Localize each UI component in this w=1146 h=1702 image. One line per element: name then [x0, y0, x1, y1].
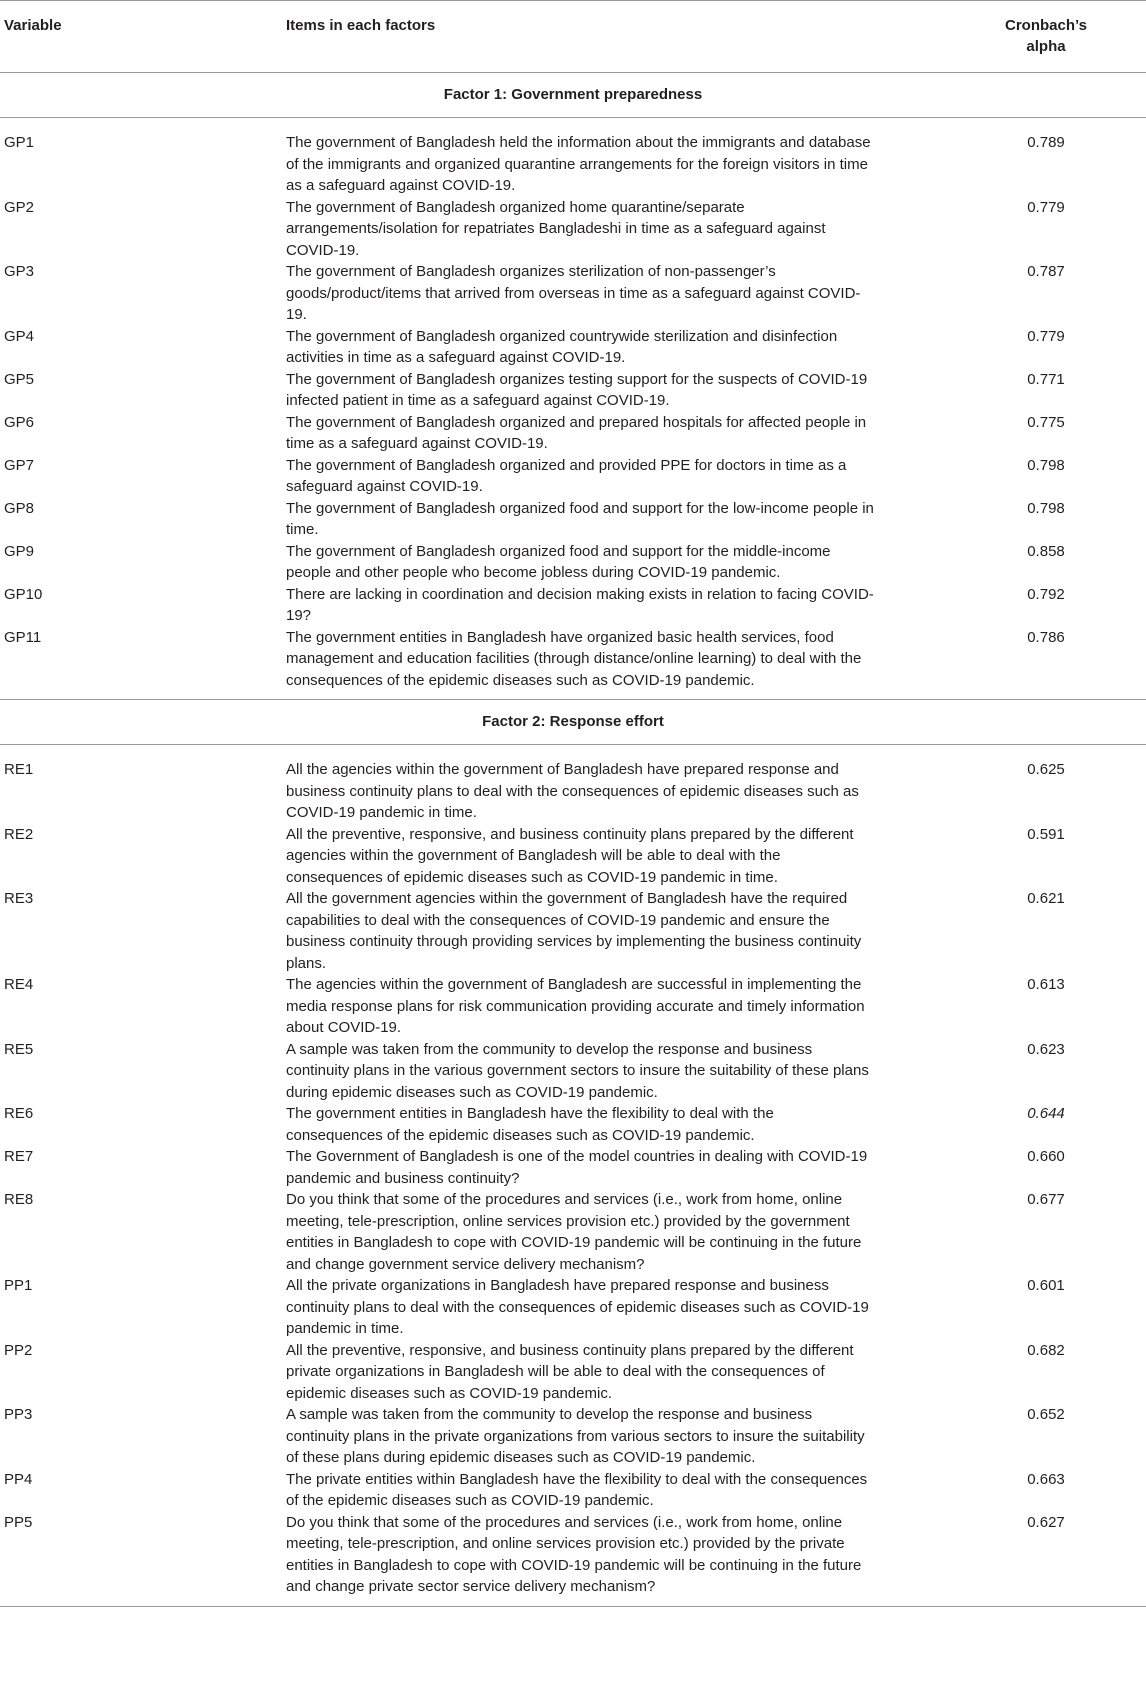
item-text: All the private organizations in Bangladesh have prepared response and business continuity plans to deal with the consequences of epidemic diseases such as COVID-19 pandemic in time.: [286, 1277, 869, 1337]
item-text: Do you think that some of the procedures and services (i.e., work from home, online meeting, tele-prescription, online services provision etc.) provided by the government entities in Bangladesh to cope with COVID-19 pandemic will be continuing in the future and change government service delivery mechanism?: [286, 1191, 862, 1273]
variable-code: PP3: [4, 1406, 33, 1423]
variable-code: GP10: [4, 585, 43, 603]
item-text: The government of Bangladesh organized home quarantine/separate arrangements/isolation for repatriates Bangladeshi in time as a safeguard against COVID-19.: [286, 198, 826, 259]
alpha-value: 0.798: [1027, 456, 1065, 474]
alpha-value: 0.792: [1027, 585, 1065, 603]
alpha-value: 0.771: [1027, 370, 1065, 388]
item-text: The government of Bangladesh organized food and support for the middle-income people and other people who become jobless during COVID-19 pandemic.: [286, 542, 831, 581]
alpha-value: 0.663: [1027, 1470, 1065, 1488]
alpha-value: 0.623: [1027, 1040, 1065, 1058]
item-text: The agencies within the government of Bangladesh are successful in implementing the media response plans for risk communication providing accurate and timely information about COVID-19.: [286, 976, 865, 1036]
alpha-value: 0.682: [1027, 1341, 1065, 1359]
table-row: [0, 369, 1146, 412]
variable-code: RE6: [4, 1105, 34, 1122]
variable-code: PP4: [4, 1470, 33, 1488]
variable-code: GP11: [4, 628, 42, 646]
header-items: Items in each factors: [286, 17, 436, 34]
variable-code: GP4: [4, 327, 35, 345]
factor-section: [0, 118, 1146, 700]
table-row: [0, 888, 1146, 974]
variable-code: RE8: [4, 1191, 34, 1208]
variable-code: RE4: [4, 976, 34, 993]
table-row: [0, 455, 1146, 498]
table-row: [0, 132, 1146, 197]
variable-code: GP5: [4, 370, 35, 388]
alpha-value: 0.660: [1027, 1148, 1065, 1165]
alpha-value: 0.779: [1027, 327, 1065, 345]
table-row: [0, 1189, 1146, 1275]
alpha-value: 0.798: [1027, 499, 1065, 517]
alpha-value: 0.858: [1027, 542, 1065, 560]
variable-code: PP1: [4, 1277, 33, 1294]
alpha-value: 0.621: [1027, 890, 1065, 907]
alpha-value: 0.625: [1027, 761, 1065, 778]
table-row: [0, 759, 1146, 824]
alpha-value: 0.591: [1027, 825, 1065, 843]
variable-code: RE3: [4, 890, 34, 907]
item-text: The private entities within Bangladesh have the flexibility to deal with the consequences of the epidemic diseases such as COVID-19 pandemic.: [286, 1470, 868, 1509]
header-variable: Variable: [4, 17, 62, 34]
variable-code: RE1: [4, 761, 34, 778]
alpha-value: 0.677: [1027, 1191, 1065, 1208]
table-row: [0, 498, 1146, 541]
table-row: [0, 1404, 1146, 1469]
factor-title: Factor 1: Government preparedness: [0, 73, 1146, 118]
item-text: The government of Bangladesh organized and prepared hospitals for affected people in time as a safeguard against COVID-19.: [286, 413, 867, 452]
variable-code: GP2: [4, 198, 35, 216]
table-row: [0, 1103, 1146, 1146]
table-row: [0, 627, 1146, 692]
alpha-value: 0.652: [1027, 1406, 1065, 1423]
variable-code: PP5: [4, 1513, 33, 1531]
variable-code: RE7: [4, 1148, 34, 1165]
table-row: [0, 1146, 1146, 1189]
item-text: There are lacking in coordination and decision making exists in relation to facing COVID-19?: [286, 585, 874, 624]
header-alpha-line2: alpha: [1026, 38, 1066, 55]
variable-code: RE2: [4, 825, 34, 843]
alpha-value: 0.786: [1027, 628, 1065, 646]
alpha-value: 0.787: [1027, 263, 1065, 280]
item-text: The government of Bangladesh organized countrywide sterilization and disinfection activities in time as a safeguard against COVID-19.: [286, 327, 838, 366]
table-row: [0, 1469, 1146, 1512]
item-text: The government of Bangladesh held the information about the immigrants and database of the immigrants and organized quarantine arrangements for the foreign visitors in time as a safeguard against COVID-19.: [286, 134, 871, 194]
table-header: [0, 0, 1146, 73]
variable-code: GP1: [4, 134, 35, 151]
table-row: [0, 824, 1146, 889]
variable-code: GP9: [4, 542, 35, 560]
header-alpha: [996, 15, 1096, 57]
table-row: [0, 261, 1146, 326]
table-row: [0, 412, 1146, 455]
item-text: The government of Bangladesh organizes testing support for the suspects of COVID-19 infected patient in time as a safeguard against COVID-19.: [286, 370, 868, 409]
variable-code: GP6: [4, 413, 35, 431]
table-row: [0, 584, 1146, 627]
item-text: The Government of Bangladesh is one of the model countries in dealing with COVID-19 pandemic and business continuity?: [286, 1148, 868, 1187]
table-row: [0, 1275, 1146, 1340]
variable-code: PP2: [4, 1341, 33, 1359]
alpha-value: 0.627: [1027, 1513, 1065, 1531]
alpha-value: 0.644: [1027, 1105, 1065, 1122]
variable-code: GP8: [4, 499, 35, 517]
factor-section: [0, 745, 1146, 1607]
alpha-value: 0.601: [1027, 1277, 1065, 1294]
item-text: All the preventive, responsive, and business continuity plans prepared by the different private organizations in Bangladesh will be able to deal with the consequences of epidemic diseases such as COVID-19 pandemic.: [286, 1341, 854, 1402]
table-row: [0, 541, 1146, 584]
table-row: [0, 197, 1146, 262]
table-row: [0, 1039, 1146, 1104]
alpha-value: 0.613: [1027, 976, 1065, 993]
item-text: All the government agencies within the government of Bangladesh have the required capabilities to deal with the consequences of COVID-19 pandemic and ensure the business continuity through providing services by implementing the business continuity plans.: [286, 890, 862, 972]
item-text: A sample was taken from the community to develop the response and business continuity plans in the various government sectors to insure the suitability of these plans during epidemic diseases such as COVID-19 pandemic.: [286, 1040, 869, 1101]
item-text: The government of Bangladesh organized food and support for the low-income people in time.: [286, 499, 874, 538]
table-row: [0, 974, 1146, 1039]
header-alpha-line1: Cronbach’s: [1005, 17, 1087, 34]
table-body: [0, 73, 1146, 1607]
item-text: A sample was taken from the community to develop the response and business continuity plans in the private organizations from various sectors to insure the suitability of these plans during epidemic diseases such as COVID-19 pandemic.: [286, 1406, 865, 1466]
item-text: The government entities in Bangladesh have the flexibility to deal with the consequences of the epidemic diseases such as COVID-19 pandemic.: [286, 1105, 774, 1144]
item-text: All the preventive, responsive, and business continuity plans prepared by the different agencies within the government of Bangladesh will be able to deal with the consequences of epidemic diseases such as COVID-19 pandemic in time.: [286, 825, 854, 886]
factor-title: Factor 2: Response effort: [0, 700, 1146, 745]
variable-code: GP3: [4, 263, 35, 280]
item-text: The government of Bangladesh organized and provided PPE for doctors in time as a safeguard against COVID-19.: [286, 456, 847, 495]
variable-code: GP7: [4, 456, 35, 474]
item-text: The government entities in Bangladesh have organized basic health services, food management and education facilities (through distance/online learning) to deal with the consequences of the epidemic diseases such as COVID-19 pandemic.: [286, 628, 862, 689]
alpha-value: 0.789: [1027, 134, 1065, 151]
table-row: [0, 326, 1146, 369]
alpha-value: 0.779: [1027, 198, 1065, 216]
item-text: All the agencies within the government of Bangladesh have prepared response and business continuity plans to deal with the consequences of epidemic diseases such as COVID-19 pandemic in time.: [286, 761, 859, 821]
alpha-value: 0.775: [1027, 413, 1065, 431]
table-row: [0, 1512, 1146, 1598]
item-text: The government of Bangladesh organizes sterilization of non-passenger’s goods/product/items that arrived from overseas in time as a safeguard against COVID-19.: [286, 263, 861, 323]
variable-code: RE5: [4, 1040, 34, 1058]
table-row: [0, 1340, 1146, 1405]
item-text: Do you think that some of the procedures and services (i.e., work from home, online meeting, tele-prescription, and online services provision etc.) provided by the private entities in Bangladesh to cope with COVID-19 pandemic will be continuing in the future and change private sector service delivery mechanism?: [286, 1513, 862, 1595]
